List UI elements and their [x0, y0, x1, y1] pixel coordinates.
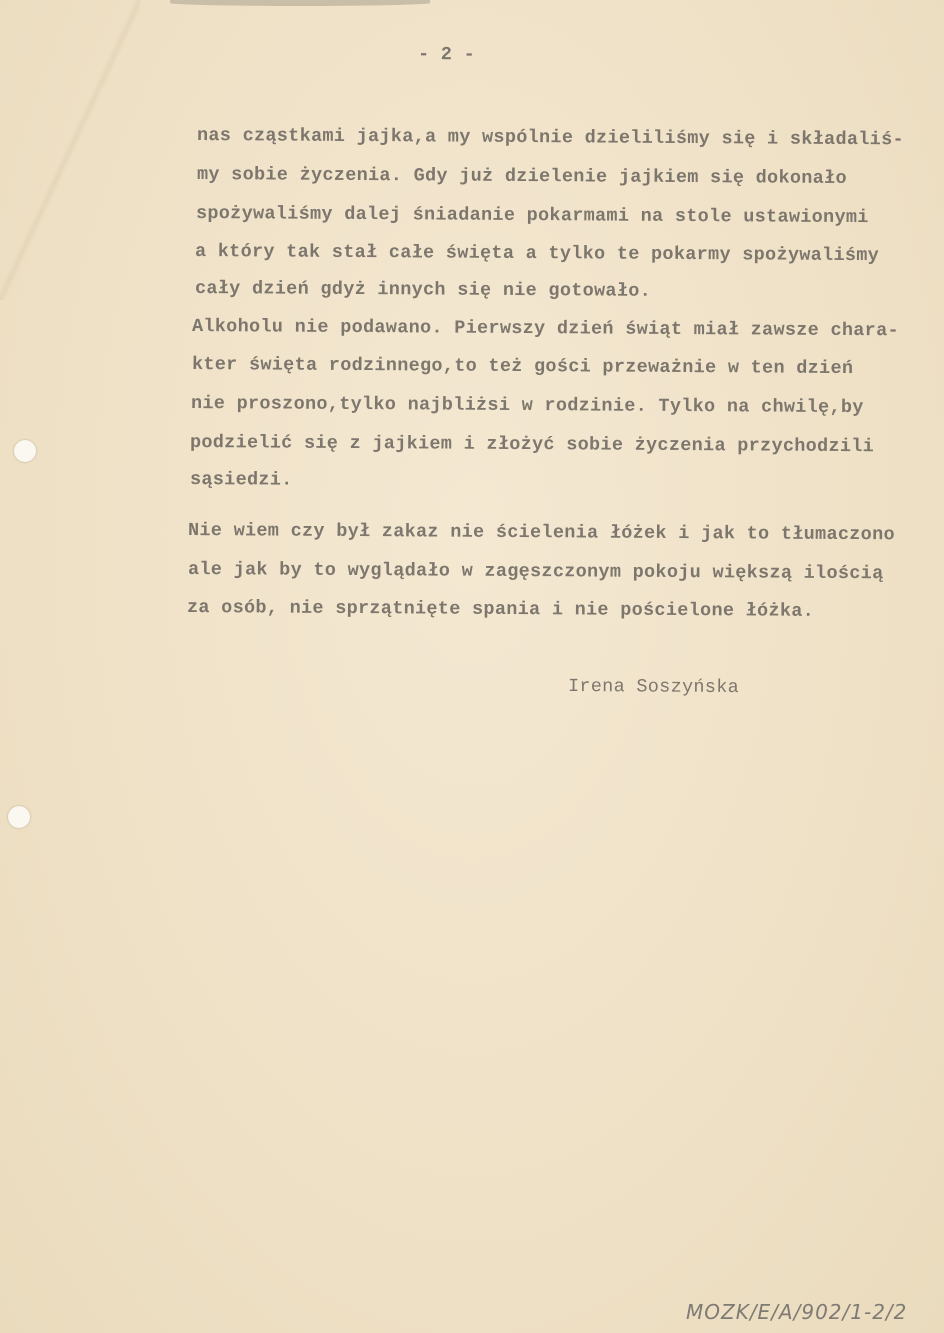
text-line: a który tak stał całe święta a tylko te pokarmy spożywaliśmy	[194, 241, 880, 267]
paper-fold	[0, 0, 140, 300]
page-number: - 2 -	[417, 44, 476, 66]
text-line: podzielić się z jajkiem i złożyć sobie życzenia przychodzili	[189, 432, 875, 458]
text-line: cały dzień gdyż innych się nie gotowało.	[194, 278, 652, 302]
scan-shadow	[170, 0, 430, 6]
text-line: ale jak by to wyglądało w zagęszczonym pokoju większą ilością	[187, 559, 884, 585]
text-line: Alkoholu nie podawano. Pierwszy dzień świąt miał zawsze chara-	[191, 316, 899, 342]
text-line: my sobie życzenia. Gdy już dzielenie jajkiem się dokonało	[196, 164, 847, 189]
text-line: nas cząstkami jajka,a my wspólnie dzieliliśmy się i składaliś-	[196, 125, 904, 151]
archive-reference: MOZK/E/A/902/1-2/2	[686, 1300, 908, 1324]
signature: Irena Soszyńska	[567, 676, 740, 699]
text-line: za osób, nie sprzątnięte spania i nie pościelone łóżka.	[186, 597, 815, 622]
text-line: sąsiedzi.	[189, 469, 293, 491]
text-line: Nie wiem czy był zakaz nie ścielenia łóżek i jak to tłumaczono	[187, 520, 895, 546]
text-line: nie proszono,tylko najbliżsi w rodzinie. Tylko na chwilę,by	[190, 393, 864, 419]
text-line: kter święta rodzinnego,to też gości przeważnie w ten dzień	[191, 354, 854, 380]
punch-hole	[14, 440, 36, 462]
punch-hole	[8, 806, 30, 828]
text-line: spożywaliśmy dalej śniadanie pokarmami na stole ustawionymi	[195, 203, 869, 229]
